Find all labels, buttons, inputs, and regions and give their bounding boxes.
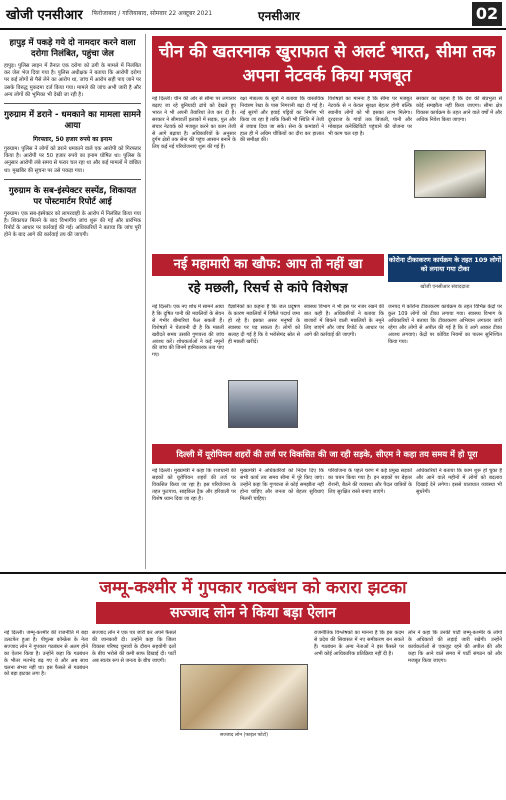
story-body: गुरुग्राम। पुलिस ने लोगों को डराने धमकाने वाले एक आरोपी को गिरफ्तार किया है। आरोपी पर 50 हजार रुपये का इनाम घोषित था। पुलिस के अनुसार आरोपी लंबे समय से फरार चल रहा था और कई मामलों में वांछित था। मुखबिर की सूचना पर उसे पकड़ा गया। — [4, 146, 141, 174]
bottom-headline: जम्मू-कश्मीर में गुपकार गठबंधन को करारा झटका — [99, 578, 407, 598]
main-col-4: सरकार का कहना है कि देश की संप्रभुता से कोई समझौता नहीं किया जाएगा। सीमा क्षेत्र विकास कार्यक्रम के तहत आने वाले वर्षों में और अधिक निवेश किया जाएगा। — [416, 96, 502, 123]
corona-col-4: जनपद में कोरोना टीकाकरण कार्यक्रम के तहत विभिन्न केंद्रों पर कुल 109 लोगों को टीका लगाया गया। स्वास्थ्य विभाग के अधिकारियों ने बताया कि टीकाकरण अभियान लगातार जारी रहेगा और लोगों से अपील की गई है कि वे आगे आकर टीका अवश्य लगवाएं। केंद्रों पर कोविड नियमों का पालन सुनिश्चित किया गया। — [388, 304, 502, 345]
bottom-col-1: नई दिल्ली। जम्मू-कश्मीर की राजनीति में बड़ा उलटफेर हुआ है। पीपुल्स कॉन्फ्रेंस के नेता सज्जाद लोन ने गुपकार गठबंधन से अलग होने का ऐलान किया है। उन्होंने कहा कि गठबंधन के भीतर मतभेद बढ़ गए थे और अब साथ चलना संभव नहीं था। इस फैसले से गठबंधन को बड़ा झटका लगा है। — [4, 630, 88, 678]
story-box — [4, 179, 141, 240]
story-headline: गुरुग्राम में डराने - धमकाने का मामला सामने आया — [4, 110, 141, 132]
paper-name: खोजी एनसीआर — [6, 8, 83, 23]
story-subhead: गिरफ्तार, 50 हजार रुपये का इनाम — [33, 136, 112, 144]
corona-story-body — [152, 304, 502, 438]
leader-photo — [180, 664, 308, 730]
delhi-banner: दिल्ली में यूरोपियन शहरों की तर्ज पर विकसित की जा रही सड़के, सीएम ने कहा तय समय में हो पूरा — [152, 444, 502, 464]
section-divider — [0, 572, 506, 574]
delhi-col-3: परियोजना के पहले चरण में कई प्रमुख सड़कों का चयन किया गया है। इन सड़कों पर बेहतर रोशनी, बैठने की व्यवस्था और पैदल यात्रियों के लिए सुरक्षित रास्ते बनाए जाएंगे। — [328, 468, 412, 495]
story-box — [4, 103, 141, 175]
masthead — [0, 0, 506, 30]
bottom-col-3: राजनीतिक विश्लेषकों का मानना है कि इस कदम से प्रदेश की सियासत में नए समीकरण बन सकते हैं। गठबंधन के अन्य नेताओं ने इस फैसले पर अभी कोई आधिकारिक प्रतिक्रिया नहीं दी है। — [314, 630, 404, 657]
story-headline: गुरुग्राम के सब-इंस्पेक्टर सस्पेंड, शिकायत पर पोस्टमार्टम रिपोर्ट आई — [8, 185, 137, 207]
delhi-col-2: मुख्यमंत्री ने अधिकारियों को निर्देश दिए कि सभी कार्य तय समय सीमा में पूरे किए जाएं। उन्होंने कहा कि गुणवत्ता से कोई समझौता नहीं होना चाहिए और जनता को बेहतर सुविधाएं मिलनी चाहिए। — [240, 468, 324, 502]
corona-col-3: स्वास्थ्य विभाग ने भी इस पर नजर रखने की बात कही है। अधिकारियों ने बताया कि बाजारों में बिकने वाली मछलियों के नमूने लिए जाएंगे और जांच रिपोर्ट के आधार पर आगे की कार्रवाई की जाएगी। — [304, 304, 384, 338]
section-name: एनसीआर — [258, 9, 300, 23]
bottom-col-2: सज्जाद लोन ने एक पत्र जारी कर अपने फैसले की जानकारी दी। उन्होंने कहा कि जिला विकास परिषद चुनावों के दौरान सहयोगी दलों के बीच भरोसे की कमी साफ दिखाई दी। पार्टी अब स्वतंत्र रूप से जनता के बीच जाएगी। — [92, 630, 176, 664]
corona-headline-1: नई महामारी का खौफ: आप तो नहीं खा — [152, 254, 384, 276]
main-headline: चीन की खतरनाक खुराफात से अलर्ट भारत, सीमा तक अपना नेटवर्क किया मजबूत — [152, 36, 502, 92]
main-col-1: नई दिल्ली। चीन की ओर से सीमा पर लगातार बढ़ाए जा रहे बुनियादी ढांचे को देखते हुए भारत ने भी अपनी तैयारियां तेज कर दी हैं। सरकार ने सीमावर्ती इलाकों में सड़क, पुल और संचार नेटवर्क को मजबूत करने का काम तेजी से आगे बढ़ाया है। अधिकारियों के अनुसार दुर्गम क्षेत्रों तक सेना की पहुंच आसान बनाने के लिए कई नई परियोजनाएं शुरू की गई हैं। — [152, 96, 236, 151]
corona-col-2: वैज्ञानिकों का कहना है कि जल प्रदूषण के कारण मछलियों में विषैले पदार्थ जमा हो रहे हैं। इसका असर मनुष्यों के स्वास्थ्य पर पड़ सकता है। लोगों को सलाह दी गई है कि वे भरोसेमंद स्रोत से ही मछली खरीदें। — [228, 304, 300, 345]
delhi-col-1: नई दिल्ली। मुख्यमंत्री ने कहा कि राजधानी की सड़कों को यूरोपियन शहरों की तर्ज पर विकसित किया जा रहा है। इस परियोजना के तहत फुटपाथ, साइकिल ट्रैक और हरियाली पर विशेष ध्यान दिया जा रहा है। — [152, 468, 236, 502]
photo-caption: सज्जाद लोन (फाइल फोटो) — [220, 733, 268, 738]
story-body: गुरुग्राम। एक सब-इंस्पेक्टर को लापरवाही के आरोप में निलंबित किया गया है। शिकायत मिलने के बाद विभागीय जांच शुरू की गई और प्रारंभिक रिपोर्ट के आधार पर कार्रवाई की गई। अधिकारियों ने बताया कि जांच पूरी होने के बाद आगे की कार्रवाई तय की जाएगी। — [4, 210, 141, 239]
story-body: हापुड़। पुलिस लाइन में तैनात एक दरोगा को ठगी के मामले में निलंबित कर जेल भेज दिया गया है। पुलिस अधीक्षक ने बताया कि आरोपी दरोगा पर कई लोगों से पैसे लेने का आरोप था, जांच में आरोप सही पाए जाने पर उसके विरुद्ध मुकदमा दर्ज किया गया। मामले की जांच अभी जारी है और अन्य लोगों की भूमिका भी देखी जा रही है। — [4, 63, 141, 98]
corona-headline-2: रहे मछली, रिसर्च से कांपे विशेषज्ञ — [188, 281, 348, 296]
issue-date: फिरोजाबाद / गाजियाबाद, सोमवार 22 अक्टूबर 2021 — [92, 10, 213, 17]
delhi-story-body — [152, 468, 502, 568]
left-column — [4, 34, 146, 569]
fish-photo — [228, 380, 298, 428]
bottom-col-4: लोन ने कहा कि उनकी पार्टी जम्मू-कश्मीर के लोगों के अधिकारों की लड़ाई जारी रखेगी। उन्होंने कार्यकर्ताओं से एकजुट रहने की अपील की और कहा कि आने वाले समय में पार्टी संगठन को और मजबूत किया जाएगा। — [408, 630, 502, 664]
vaccine-byline: खोजी एनसीआर संवाददाता — [420, 284, 470, 290]
border-photo — [414, 150, 486, 198]
bottom-subheadline: सज्जाद लोन ने किया बड़ा ऐलान — [96, 602, 410, 624]
delhi-col-4: अधिकारियों ने बताया कि काम शुरू हो चुका है और आने वाले महीनों में लोगों को बदलाव दिखाई देने लगेगा। इससे यातायात व्यवस्था भी सुधरेगी। — [416, 468, 502, 495]
main-col-2: रक्षा मंत्रालय के सूत्रों ने बताया कि वास्तविक नियंत्रण रेखा के पास निगरानी बढ़ा दी गई है। नई सुरंगों और हवाई पट्टियों का निर्माण भी किया जा रहा है ताकि किसी भी स्थिति में तेजी से जवाब दिया जा सके। सेना के कमांडरों ने हाल ही में अग्रिम चौकियों का दौरा कर हालात की समीक्षा की। — [240, 96, 324, 144]
vaccine-headline: कोरोना टीकाकरण कार्यक्रम के तहत 109 लोगों को लगाया गया टीका — [388, 254, 502, 282]
corona-col-1: नई दिल्ली। एक नए शोध में सामने आया है कि दूषित पानी की मछलियों के सेवन से गंभीर बीमारियां फैल सकती हैं। विशेषज्ञों ने चेतावनी दी है कि मछली खरीदते समय उसकी गुणवत्ता की जांच अवश्य करें। शोधकर्ताओं ने कई नमूनों की जांच की जिनमें हानिकारक तत्व पाए गए। — [152, 304, 224, 359]
main-col-3: विशेषज्ञों का मानना है कि सीमा पर मजबूत नेटवर्क से न केवल सुरक्षा बेहतर होगी बल्कि स्थानीय लोगों को भी इसका लाभ मिलेगा। दूरदराज के गांवों तक बिजली, पानी और मोबाइल कनेक्टिविटी पहुंचाने की योजना पर भी काम चल रहा है। — [328, 96, 412, 137]
page-number: 02 — [472, 2, 502, 26]
story-headline: हापुड़ में पकड़े गये दो नामदार करने वाला दरोगा निलंबित, पहुंचा जेल — [9, 38, 136, 59]
corona-header — [152, 254, 502, 300]
